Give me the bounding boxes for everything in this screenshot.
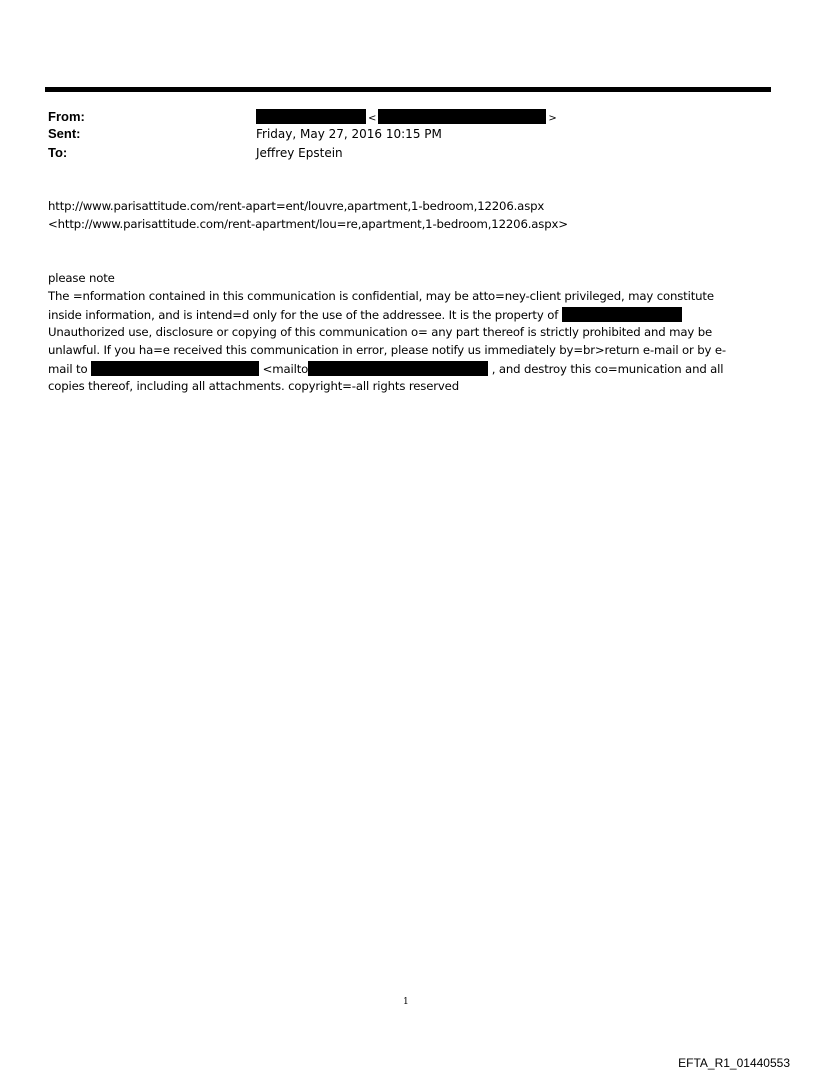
bates-number: EFTA_R1_01440553 [678, 1056, 790, 1070]
redacted-contact-name [91, 361, 259, 376]
disclaimer-line-5 [48, 361, 723, 377]
disclaimer-line-6: copies thereof, including all attachments. copyright=-all rights reserved [48, 379, 459, 393]
listing-link[interactable]: http://www.parisattitude.com/rent-apart=ent/louvre,apartment,1-bedroom,12206.aspx [48, 199, 545, 213]
disclaimer-heading: please note [48, 271, 115, 285]
from-value [256, 109, 559, 127]
sent-label: Sent: [48, 126, 81, 141]
page-number: 1 [403, 997, 409, 1007]
from-open-bracket: < [368, 113, 377, 124]
disclaimer-line-2 [48, 307, 682, 323]
header-divider [45, 87, 771, 92]
disclaimer-line-5-start: mail to [48, 362, 88, 376]
listing-link-bracketed[interactable]: <http://www.parisattitude.com/rent-apartment/lou=re,apartment,1-bedroom,12206.aspx> [48, 217, 568, 231]
disclaimer-line-3: Unauthorized use, disclosure or copying of this communication o= any part thereof is strictly prohibited and may be [48, 325, 713, 339]
to-value: Jeffrey Epstein [256, 146, 343, 160]
to-label: To: [48, 145, 68, 160]
sent-value: Friday, May 27, 2016 10:15 PM [256, 127, 442, 141]
redacted-sender-email [378, 109, 546, 124]
redacted-sender-name [256, 109, 366, 124]
disclaimer-line-1: The =nformation contained in this communication is confidential, may be atto=ney-client privileged, may constitute [48, 289, 714, 303]
from-label: From: [48, 109, 85, 124]
redacted-contact-email [308, 361, 488, 376]
redacted-company-name [562, 307, 682, 322]
disclaimer-line-4: unlawful. If you ha=e received this communication in error, please notify us immediately by=br>return e-mail or by e- [48, 343, 726, 357]
mailto-label: <mailto [262, 362, 309, 376]
disclaimer-line-5-end: , and destroy this co=munication and all [491, 362, 724, 376]
from-close-bracket: > [548, 113, 557, 124]
disclaimer-line-2-text: inside information, and is intend=d only for the use of the addressee. It is the property of [48, 308, 559, 322]
